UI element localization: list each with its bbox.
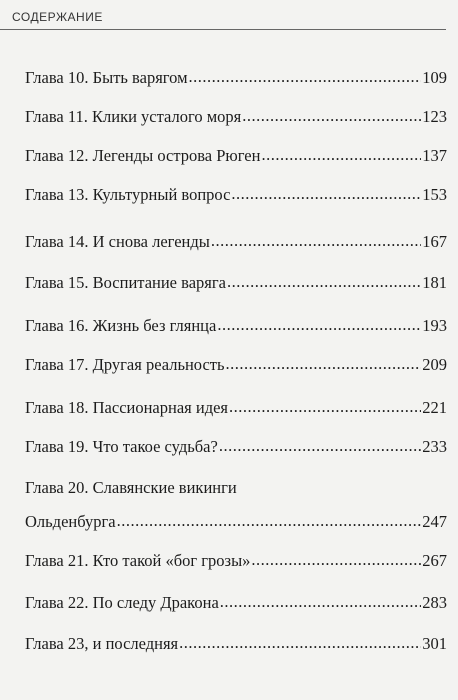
entry-page-number: 221: [422, 398, 447, 417]
dot-leader: [219, 436, 421, 456]
entry-page-number: 209: [422, 355, 447, 374]
dot-leader: [189, 67, 422, 87]
entry-page-number: 233: [422, 437, 447, 456]
entry-page-number: 267: [422, 551, 447, 570]
dot-leader: [220, 592, 421, 612]
dot-leader: [261, 145, 421, 165]
dot-leader: [242, 106, 421, 126]
toc-entry-chapter-15[interactable]: [25, 273, 447, 293]
entry-title: Глава 17. Другая реальность: [25, 355, 225, 374]
entry-page-number: 301: [422, 634, 447, 653]
dot-leader: [251, 550, 421, 570]
entry-title: Глава 10. Быть варягом: [25, 68, 188, 87]
entry-title: Глава 15. Воспитание варяга: [25, 273, 226, 292]
dot-leader: [227, 272, 421, 292]
toc-entry-chapter-16[interactable]: [25, 316, 447, 336]
dot-leader: [226, 354, 422, 374]
toc-entry-chapter-18[interactable]: [25, 398, 447, 418]
toc-entry-chapter-22[interactable]: [25, 593, 447, 613]
toc-entry-chapter-14[interactable]: [25, 232, 447, 252]
entry-title: Глава 21. Кто такой «бог грозы»: [25, 551, 251, 570]
entry-page-number: 167: [422, 232, 447, 251]
entry-page-number: 181: [422, 273, 447, 292]
entry-title: Глава 11. Клики усталого моря: [25, 107, 242, 126]
entry-title: Ольденбурга: [25, 512, 116, 531]
dot-leader: [179, 633, 421, 653]
entry-title: Глава 13. Культурный вопрос: [25, 185, 231, 204]
toc-entry-chapter-12[interactable]: [25, 146, 447, 166]
entry-title: Глава 14. И снова легенды: [25, 232, 210, 251]
entry-page-number: 247: [422, 512, 447, 531]
toc-entry-chapter-17[interactable]: [25, 355, 447, 375]
entry-page-number: 193: [422, 316, 447, 335]
dot-leader: [229, 397, 421, 417]
entry-title: Глава 12. Легенды острова Рюген: [25, 146, 261, 165]
toc-entry-chapter-23[interactable]: [25, 634, 447, 654]
dot-leader: [117, 511, 422, 531]
entry-page-number: 137: [422, 146, 447, 165]
toc-entry-chapter-19[interactable]: [25, 437, 447, 457]
toc-entry-chapter-20[interactable]: [25, 478, 447, 532]
toc-entry-chapter-11[interactable]: [25, 107, 447, 127]
toc-entry-chapter-21[interactable]: [25, 551, 447, 571]
entry-page-number: 283: [422, 593, 447, 612]
toc-entry-chapter-10[interactable]: [25, 68, 447, 88]
page-header: СОДЕРЖАНИЕ: [12, 10, 103, 24]
toc-entry-chapter-13[interactable]: [25, 185, 447, 205]
entry-page-number: 153: [422, 185, 447, 204]
entry-title: Глава 19. Что такое судьба?: [25, 437, 218, 456]
entry-title-line-1: Глава 20. Славянские викинги: [25, 478, 237, 497]
entry-title: Глава 22. По следу Дракона: [25, 593, 219, 612]
entry-title: Глава 18. Пассионарная идея: [25, 398, 229, 417]
entry-title: Глава 16. Жизнь без глянца: [25, 316, 217, 335]
entry-title: Глава 23, и последняя: [25, 634, 179, 653]
dot-leader: [217, 315, 421, 335]
entry-page-number: 109: [422, 68, 447, 87]
entry-page-number: 123: [422, 107, 447, 126]
dot-leader: [231, 184, 421, 204]
dot-leader: [211, 231, 421, 251]
